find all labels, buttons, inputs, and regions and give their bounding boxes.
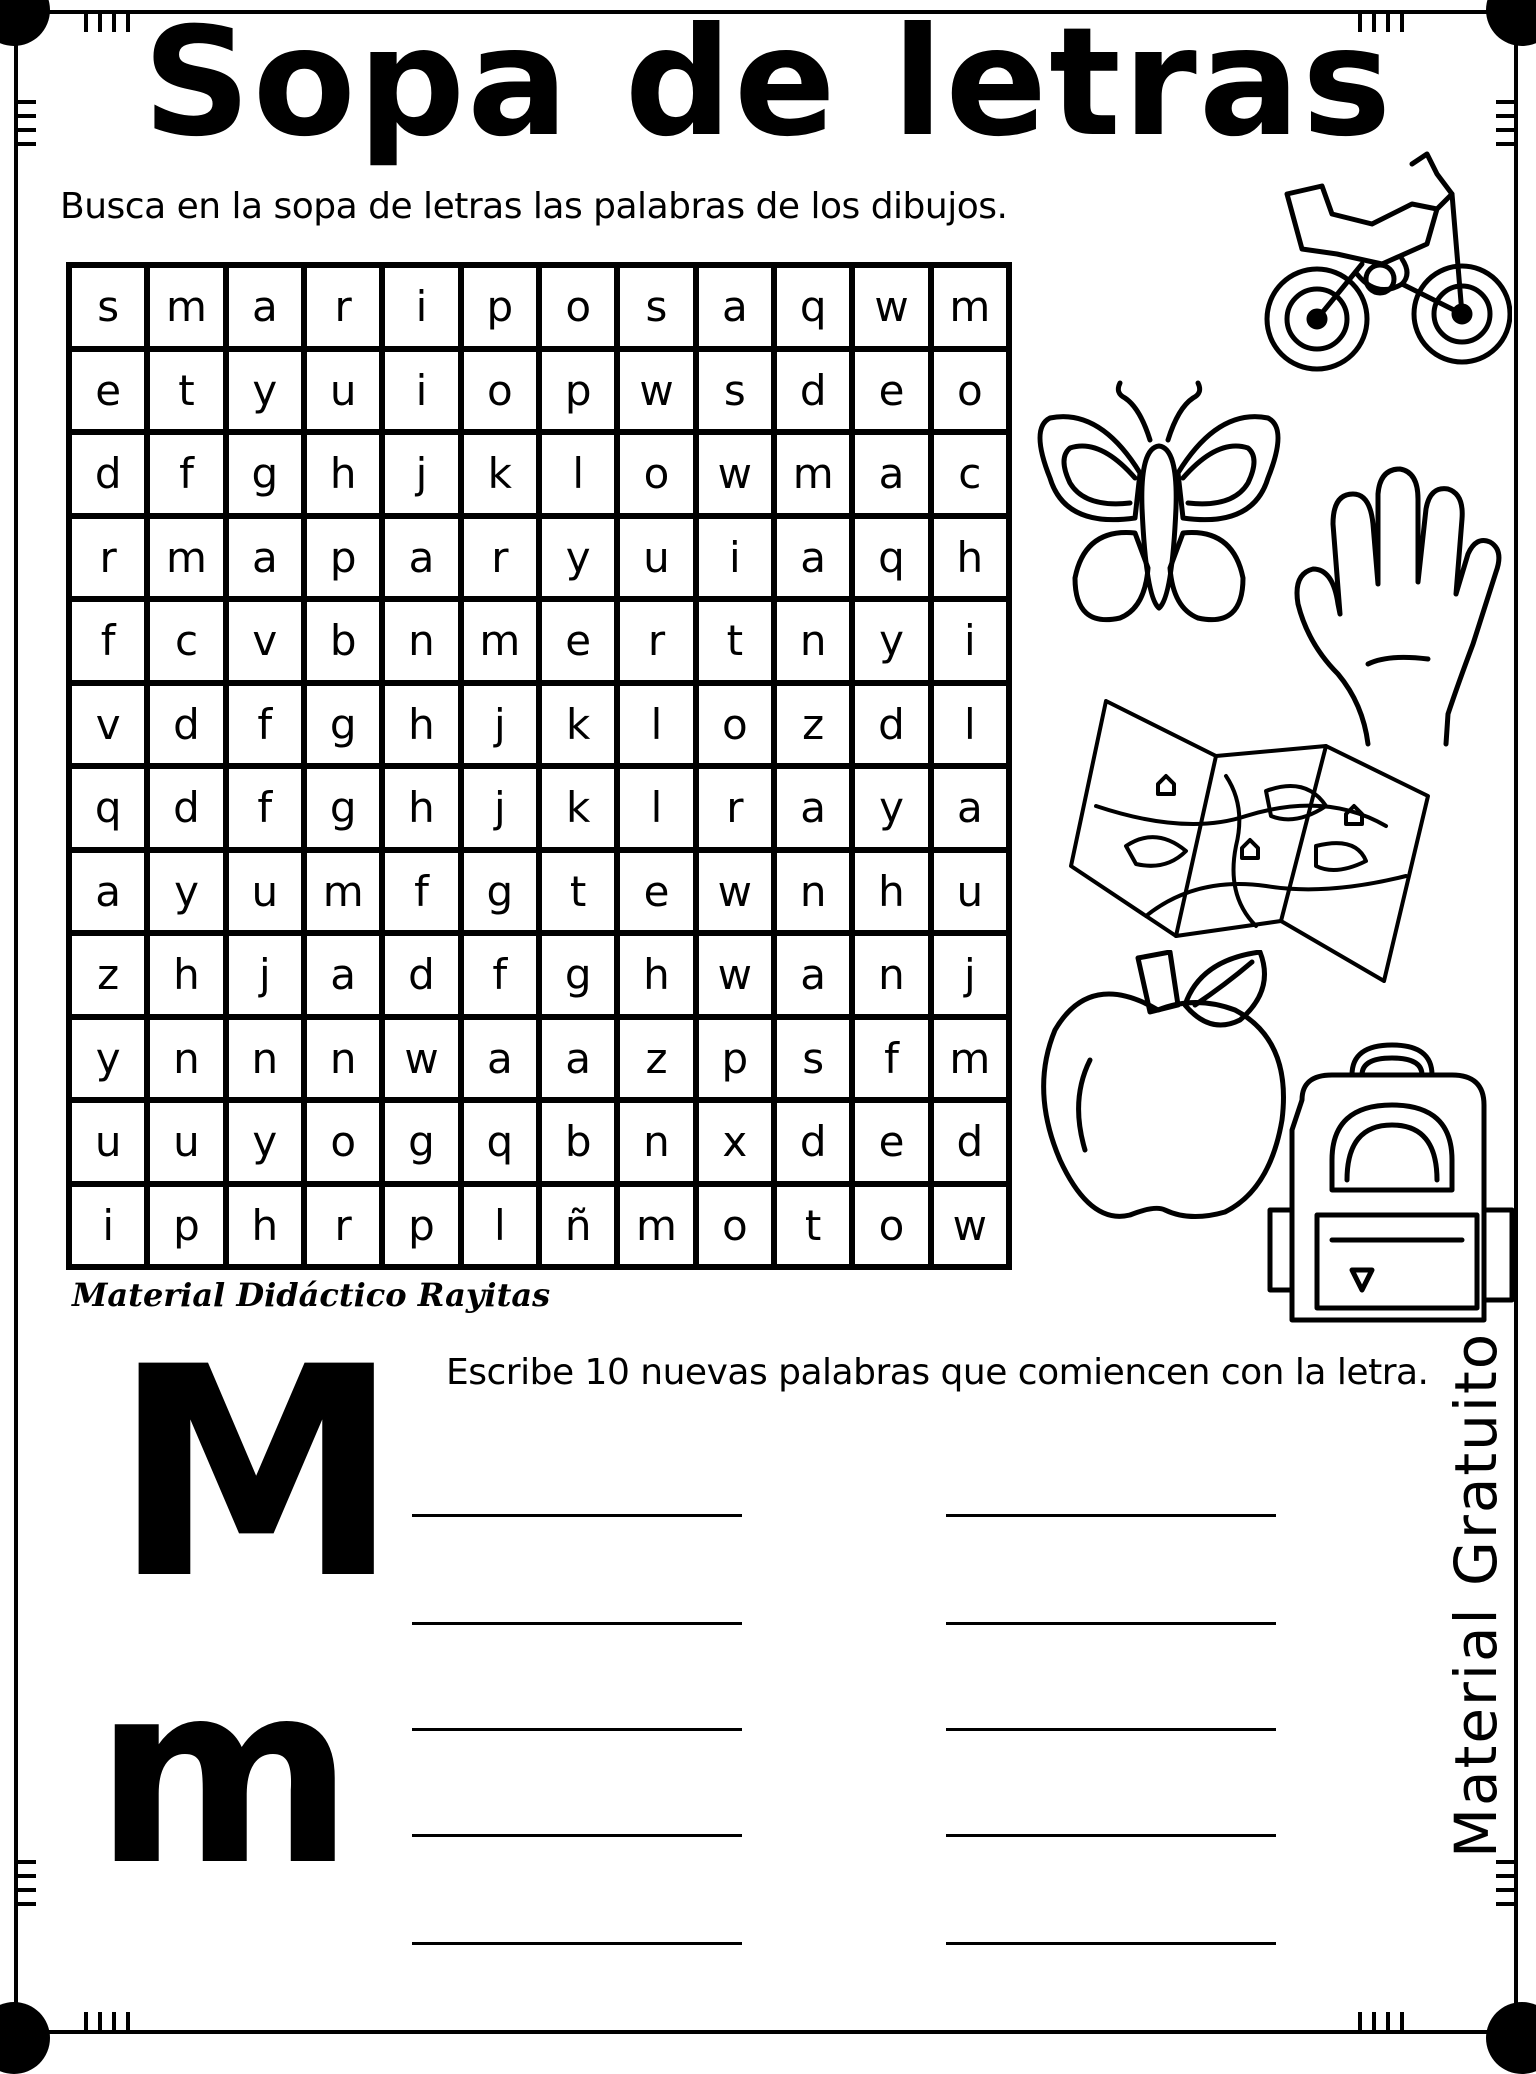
grid-cell[interactable]: a (934, 769, 1006, 847)
grid-cell[interactable]: i (385, 352, 457, 430)
grid-cell[interactable]: g (542, 936, 614, 1014)
grid-cell[interactable]: q (855, 519, 927, 597)
grid-cell[interactable]: t (777, 1187, 849, 1265)
grid-cell[interactable]: d (855, 686, 927, 764)
grid-cell[interactable]: d (934, 1103, 1006, 1181)
grid-cell[interactable]: a (385, 519, 457, 597)
grid-cell[interactable]: r (307, 268, 379, 346)
grid-cell[interactable]: q (464, 1103, 536, 1181)
grid-cell[interactable]: y (855, 602, 927, 680)
grid-cell[interactable]: f (229, 686, 301, 764)
grid-cell[interactable]: o (464, 352, 536, 430)
grid-cell[interactable]: q (777, 268, 849, 346)
grid-cell[interactable]: d (777, 1103, 849, 1181)
grid-cell[interactable]: h (385, 686, 457, 764)
letter-lowercase: m (94, 1629, 355, 1920)
grid-cell[interactable]: t (699, 602, 771, 680)
grid-cell[interactable]: e (542, 602, 614, 680)
grid-cell[interactable]: a (464, 1020, 536, 1098)
grid-cell[interactable]: p (385, 1187, 457, 1265)
answer-line[interactable] (412, 1942, 742, 1945)
bottom-left-ticks (84, 2012, 130, 2034)
answer-line[interactable] (412, 1514, 742, 1517)
grid-cell[interactable]: l (620, 686, 692, 764)
grid-cell[interactable]: n (855, 936, 927, 1014)
grid-cell[interactable]: h (855, 853, 927, 931)
grid-cell[interactable]: i (385, 268, 457, 346)
grid-cell[interactable]: a (542, 1020, 614, 1098)
grid-cell[interactable]: m (150, 519, 222, 597)
grid-cell[interactable]: y (542, 519, 614, 597)
instruction-text: Busca en la sopa de letras las palabras de los dibujos. (60, 186, 1008, 227)
grid-cell[interactable]: e (855, 1103, 927, 1181)
instruction-write-words: Escribe 10 nuevas palabras que comiencen con la letra. (446, 1352, 1429, 1393)
grid-cell[interactable]: d (150, 769, 222, 847)
grid-cell[interactable]: h (229, 1187, 301, 1265)
grid-cell[interactable]: u (620, 519, 692, 597)
grid-cell[interactable]: o (699, 1187, 771, 1265)
grid-cell[interactable]: n (620, 1103, 692, 1181)
grid-cell[interactable]: d (150, 686, 222, 764)
grid-cell[interactable]: x (699, 1103, 771, 1181)
grid-cell[interactable]: n (229, 1020, 301, 1098)
grid-cell[interactable]: a (855, 435, 927, 513)
grid-cell[interactable]: z (72, 936, 144, 1014)
grid-cell[interactable]: o (934, 352, 1006, 430)
grid-cell[interactable]: u (307, 352, 379, 430)
answer-line[interactable] (946, 1834, 1276, 1837)
grid-cell[interactable]: w (699, 435, 771, 513)
grid-cell[interactable]: y (72, 1020, 144, 1098)
grid-cell[interactable]: m (934, 268, 1006, 346)
grid-cell[interactable]: k (542, 769, 614, 847)
grid-cell[interactable]: w (620, 352, 692, 430)
grid-cell[interactable]: d (777, 352, 849, 430)
grid-cell[interactable]: a (777, 936, 849, 1014)
right-bottom-ticks (1496, 1860, 1518, 1906)
answer-line[interactable] (946, 1622, 1276, 1625)
grid-cell[interactable]: m (620, 1187, 692, 1265)
grid-cell[interactable]: c (150, 602, 222, 680)
grid-cell[interactable]: z (777, 686, 849, 764)
grid-cell[interactable]: e (620, 853, 692, 931)
grid-cell[interactable]: p (542, 352, 614, 430)
grid-cell[interactable]: j (934, 936, 1006, 1014)
grid-cell[interactable]: q (72, 769, 144, 847)
left-bottom-ticks (14, 1860, 36, 1906)
grid-cell[interactable]: a (229, 519, 301, 597)
grid-cell[interactable]: o (699, 686, 771, 764)
grid-cell[interactable]: n (777, 602, 849, 680)
grid-cell[interactable]: r (699, 769, 771, 847)
bottom-right-ticks (1358, 2012, 1404, 2034)
grid-cell[interactable]: b (307, 602, 379, 680)
grid-cell[interactable]: h (934, 519, 1006, 597)
answer-line[interactable] (412, 1728, 742, 1731)
grid-cell[interactable]: y (229, 1103, 301, 1181)
answer-line[interactable] (412, 1622, 742, 1625)
motorcycle-icon (1262, 134, 1512, 384)
grid-cell[interactable]: m (464, 602, 536, 680)
grid-cell[interactable]: h (620, 936, 692, 1014)
grid-cell[interactable]: l (542, 435, 614, 513)
grid-cell[interactable]: s (699, 352, 771, 430)
grid-cell[interactable]: l (620, 769, 692, 847)
grid-cell[interactable]: u (150, 1103, 222, 1181)
grid-cell[interactable]: a (307, 936, 379, 1014)
grid-cell[interactable]: e (855, 352, 927, 430)
answer-line[interactable] (412, 1834, 742, 1837)
grid-cell[interactable]: n (150, 1020, 222, 1098)
grid-cell[interactable]: i (72, 1187, 144, 1265)
grid-cell[interactable]: t (542, 853, 614, 931)
grid-cell[interactable]: a (777, 769, 849, 847)
answer-line[interactable] (946, 1514, 1276, 1517)
grid-cell[interactable]: h (150, 936, 222, 1014)
grid-cell[interactable]: y (855, 769, 927, 847)
grid-cell[interactable]: k (464, 435, 536, 513)
grid-cell[interactable]: w (934, 1187, 1006, 1265)
grid-cell[interactable]: l (464, 1187, 536, 1265)
butterfly-icon (1030, 368, 1288, 648)
grid-cell[interactable]: w (699, 936, 771, 1014)
grid-cell[interactable]: i (934, 602, 1006, 680)
grid-cell[interactable]: s (777, 1020, 849, 1098)
grid-cell[interactable]: n (307, 1020, 379, 1098)
grid-cell[interactable]: r (72, 519, 144, 597)
grid-cell[interactable]: w (855, 268, 927, 346)
map-icon (1066, 696, 1432, 986)
grid-cell[interactable]: h (385, 769, 457, 847)
grid-cell[interactable]: s (620, 268, 692, 346)
grid-cell[interactable]: z (620, 1020, 692, 1098)
grid-cell[interactable]: w (385, 1020, 457, 1098)
answer-line[interactable] (946, 1728, 1276, 1731)
grid-cell[interactable]: j (385, 435, 457, 513)
grid-cell[interactable]: s (72, 268, 144, 346)
grid-cell[interactable]: a (777, 519, 849, 597)
grid-cell[interactable]: g (307, 686, 379, 764)
word-search-grid (66, 262, 1012, 1270)
grid-cell[interactable]: l (934, 686, 1006, 764)
grid-cell[interactable]: v (72, 686, 144, 764)
grid-cell[interactable]: w (699, 853, 771, 931)
grid-cell[interactable]: p (464, 268, 536, 346)
grid-cell[interactable]: f (229, 769, 301, 847)
grid-cell[interactable]: a (229, 268, 301, 346)
grid-cell[interactable]: n (385, 602, 457, 680)
grid-cell[interactable]: p (150, 1187, 222, 1265)
grid-cell[interactable]: f (72, 602, 144, 680)
grid-cell[interactable]: t (150, 352, 222, 430)
grid-cell[interactable]: u (229, 853, 301, 931)
grid-cell[interactable]: g (385, 1103, 457, 1181)
grid-cell[interactable]: h (307, 435, 379, 513)
grid-cell[interactable]: m (934, 1020, 1006, 1098)
grid-cell[interactable]: ñ (542, 1187, 614, 1265)
grid-cell[interactable]: j (464, 686, 536, 764)
grid-cell[interactable]: m (307, 853, 379, 931)
apple-icon (1030, 950, 1292, 1232)
page-title: Sopa de letras (142, 0, 1394, 170)
grid-cell[interactable]: a (699, 268, 771, 346)
grid-cell[interactable]: a (72, 853, 144, 931)
grid-cell[interactable]: o (855, 1187, 927, 1265)
grid-cell[interactable]: m (150, 268, 222, 346)
grid-cell[interactable]: r (620, 602, 692, 680)
grid-cell[interactable]: c (934, 435, 1006, 513)
grid-cell[interactable]: n (777, 853, 849, 931)
grid-cell[interactable]: o (542, 268, 614, 346)
grid-cell[interactable]: u (934, 853, 1006, 931)
grid-cell[interactable]: j (229, 936, 301, 1014)
grid-cell[interactable]: u (72, 1103, 144, 1181)
backpack-icon (1262, 1040, 1524, 1330)
grid-cell[interactable]: p (307, 519, 379, 597)
grid-cell[interactable]: v (229, 602, 301, 680)
grid-cell[interactable]: k (542, 686, 614, 764)
grid-cell[interactable]: b (542, 1103, 614, 1181)
letter-uppercase: M (112, 1306, 401, 1643)
grid-cell[interactable]: g (307, 769, 379, 847)
credit-text: Material Didáctico Rayitas (72, 1276, 551, 1314)
grid-cell[interactable]: j (464, 769, 536, 847)
grid-cell[interactable]: r (307, 1187, 379, 1265)
answer-line[interactable] (946, 1942, 1276, 1945)
grid-cell[interactable]: p (699, 1020, 771, 1098)
grid-cell[interactable]: o (307, 1103, 379, 1181)
grid-cell[interactable]: e (72, 352, 144, 430)
grid-cell[interactable]: o (620, 435, 692, 513)
grid-cell[interactable]: f (855, 1020, 927, 1098)
grid-cell[interactable]: y (150, 853, 222, 931)
grid-cell[interactable]: i (699, 519, 771, 597)
grid-cell[interactable]: f (464, 936, 536, 1014)
grid-cell[interactable]: g (464, 853, 536, 931)
grid-cell[interactable]: f (150, 435, 222, 513)
grid-cell[interactable]: m (777, 435, 849, 513)
grid-cell[interactable]: f (385, 853, 457, 931)
grid-cell[interactable]: g (229, 435, 301, 513)
grid-cell[interactable]: y (229, 352, 301, 430)
grid-cell[interactable]: r (464, 519, 536, 597)
grid-cell[interactable]: d (385, 936, 457, 1014)
grid-cell[interactable]: d (72, 435, 144, 513)
side-vertical-text: Material Gratuito (1442, 1331, 1510, 1858)
